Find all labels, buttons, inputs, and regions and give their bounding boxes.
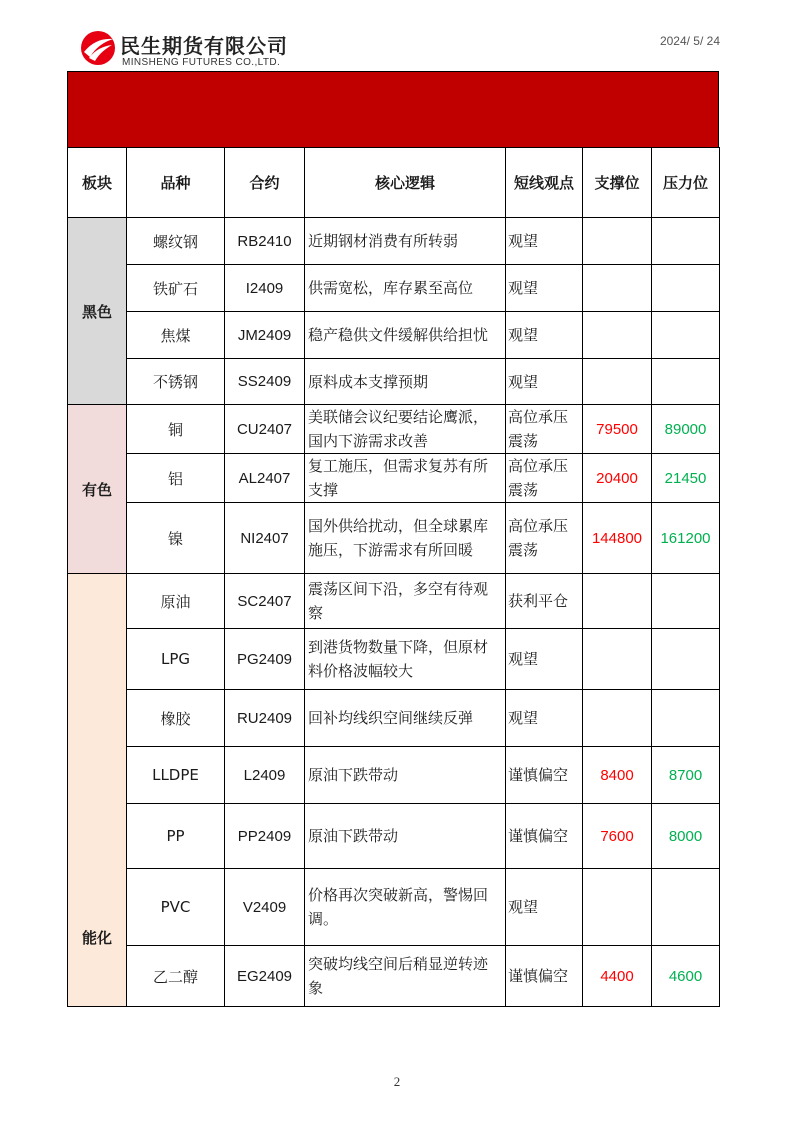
product-cell: 铝: [127, 454, 225, 503]
header-product: 品种: [127, 148, 225, 218]
view-cell: 观望: [506, 265, 583, 312]
minsheng-logo-icon: [80, 30, 116, 66]
contract-cell: PP2409: [225, 804, 305, 869]
logic-cell: 价格再次突破新高，警惕回调。: [305, 869, 506, 946]
product-cell: 原油: [127, 574, 225, 629]
resistance-cell: [652, 629, 720, 690]
product-cell: LPG: [127, 629, 225, 690]
table-row: [68, 629, 720, 690]
contract-cell: EG2409: [225, 946, 305, 1007]
table-row: [68, 869, 720, 946]
view-cell: 观望: [506, 359, 583, 405]
support-cell: [583, 690, 652, 747]
resistance-cell: [652, 869, 720, 946]
support-cell: [583, 218, 652, 265]
logic-cell: 原油下跌带动: [305, 804, 506, 869]
contract-cell: PG2409: [225, 629, 305, 690]
header-short-view: 短线观点: [506, 148, 583, 218]
sector-nonferrous: 有色: [68, 405, 127, 574]
header-contract: 合约: [225, 148, 305, 218]
resistance-cell: 8700: [652, 747, 720, 804]
table-row: [68, 946, 720, 1007]
support-cell: 20400: [583, 454, 652, 503]
contract-cell: V2409: [225, 869, 305, 946]
contract-cell: RB2410: [225, 218, 305, 265]
resistance-cell: [652, 690, 720, 747]
contract-cell: RU2409: [225, 690, 305, 747]
support-cell: 144800: [583, 503, 652, 574]
resistance-cell: [652, 218, 720, 265]
logic-cell: 原料成本支撑预期: [305, 359, 506, 405]
table-row: [68, 503, 720, 574]
view-cell: 高位承压震荡: [506, 405, 583, 454]
resistance-cell: 21450: [652, 454, 720, 503]
table-row: [68, 804, 720, 869]
title-banner: [67, 71, 719, 148]
view-cell: 获利平仓: [506, 574, 583, 629]
view-cell: 观望: [506, 690, 583, 747]
header-core-logic: 核心逻辑: [305, 148, 506, 218]
table-row: [68, 359, 720, 405]
product-cell: 橡胶: [127, 690, 225, 747]
table-row: [68, 454, 720, 503]
view-cell: 高位承压震荡: [506, 454, 583, 503]
table-row: [68, 574, 720, 629]
support-cell: [583, 629, 652, 690]
support-cell: [583, 359, 652, 405]
table-row: [68, 265, 720, 312]
contract-cell: SC2407: [225, 574, 305, 629]
logic-cell: 回补均线织空间继续反弹: [305, 690, 506, 747]
resistance-cell: [652, 312, 720, 359]
company-name-en: MINSHENG FUTURES CO.,LTD.: [122, 57, 281, 68]
resistance-cell: [652, 359, 720, 405]
strategy-table: [67, 147, 720, 1007]
support-cell: [583, 869, 652, 946]
resistance-cell: 89000: [652, 405, 720, 454]
product-cell: 铜: [127, 405, 225, 454]
support-cell: [583, 265, 652, 312]
logic-cell: 原油下跌带动: [305, 747, 506, 804]
product-cell: 不锈钢: [127, 359, 225, 405]
table-row: [68, 312, 720, 359]
table-row: [68, 690, 720, 747]
view-cell: 谨慎偏空: [506, 804, 583, 869]
sector-black: 黑色: [68, 218, 127, 405]
support-cell: 7600: [583, 804, 652, 869]
logic-cell: 国外供给扰动，但全球累库施压，下游需求有所回暖: [305, 503, 506, 574]
logic-cell: 供需宽松，库存累至高位: [305, 265, 506, 312]
logic-cell: 美联储会议纪要结论鹰派，国内下游需求改善: [305, 405, 506, 454]
table-row: [68, 405, 720, 454]
view-cell: 观望: [506, 218, 583, 265]
header-support: 支撑位: [583, 148, 652, 218]
contract-cell: AL2407: [225, 454, 305, 503]
table-header-row: [68, 148, 720, 218]
contract-cell: L2409: [225, 747, 305, 804]
table-row: [68, 747, 720, 804]
logic-cell: 震荡区间下沿，多空有待观察: [305, 574, 506, 629]
resistance-cell: 4600: [652, 946, 720, 1007]
product-cell: 铁矿石: [127, 265, 225, 312]
page-header: [80, 26, 720, 72]
view-cell: 谨慎偏空: [506, 747, 583, 804]
resistance-cell: 8000: [652, 804, 720, 869]
product-cell: PP: [127, 804, 225, 869]
logic-cell: 稳产稳供文件缓解供给担忧: [305, 312, 506, 359]
company-name-cn: 民生期货有限公司: [120, 34, 288, 58]
resistance-cell: 161200: [652, 503, 720, 574]
table-row: [68, 218, 720, 265]
view-cell: 观望: [506, 312, 583, 359]
product-cell: 焦煤: [127, 312, 225, 359]
logic-cell: 突破均线空间后稍显逆转迹象: [305, 946, 506, 1007]
view-cell: 谨慎偏空: [506, 946, 583, 1007]
support-cell: [583, 312, 652, 359]
view-cell: 观望: [506, 629, 583, 690]
contract-cell: CU2407: [225, 405, 305, 454]
support-cell: [583, 574, 652, 629]
product-cell: LLDPE: [127, 747, 225, 804]
sector-energy-chem: 能化: [68, 574, 127, 1007]
contract-cell: JM2409: [225, 312, 305, 359]
header-resistance: 压力位: [652, 148, 720, 218]
support-cell: 4400: [583, 946, 652, 1007]
resistance-cell: [652, 574, 720, 629]
report-date: 2024/ 5/ 24: [659, 34, 720, 48]
contract-cell: NI2407: [225, 503, 305, 574]
page-number: 2: [393, 1074, 401, 1089]
product-cell: 螺纹钢: [127, 218, 225, 265]
logic-cell: 复工施压，但需求复苏有所支撑: [305, 454, 506, 503]
support-cell: 8400: [583, 747, 652, 804]
logic-cell: 到港货物数量下降，但原材料价格波幅较大: [305, 629, 506, 690]
view-cell: 高位承压震荡: [506, 503, 583, 574]
product-cell: PVC: [127, 869, 225, 946]
product-cell: 镍: [127, 503, 225, 574]
product-cell: 乙二醇: [127, 946, 225, 1007]
contract-cell: SS2409: [225, 359, 305, 405]
header-sector: 板块: [68, 148, 127, 218]
support-cell: 79500: [583, 405, 652, 454]
logic-cell: 近期钢材消费有所转弱: [305, 218, 506, 265]
contract-cell: I2409: [225, 265, 305, 312]
view-cell: 观望: [506, 869, 583, 946]
resistance-cell: [652, 265, 720, 312]
